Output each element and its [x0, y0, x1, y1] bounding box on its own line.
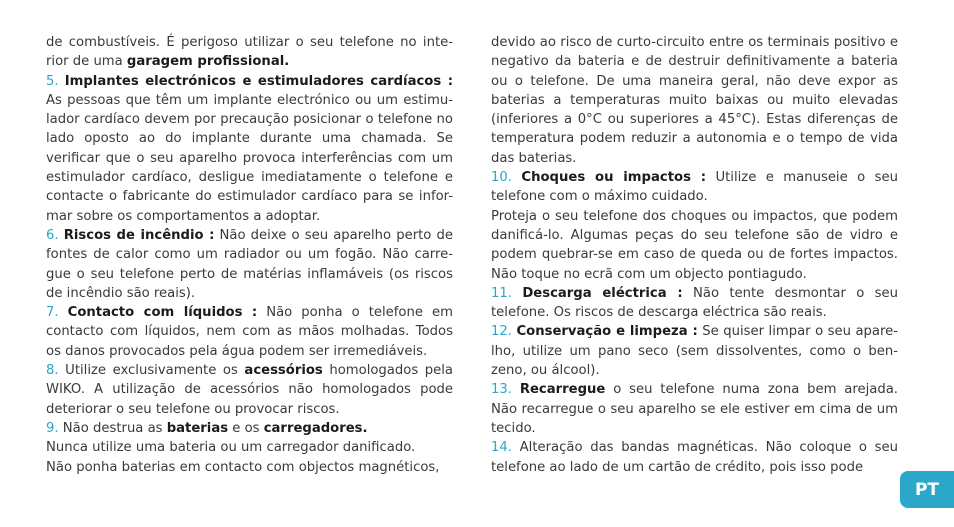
paragraph-garage	[46, 33, 453, 72]
item-text: Não destrua as	[58, 420, 167, 436]
item-heading: Descarga eléctrica :	[522, 285, 683, 301]
item-6-fire	[46, 226, 453, 303]
item-11-electric-shock	[491, 284, 898, 323]
item-text: homologados pela WIKO. A utilização de acessórios não homologados pode deteriorar o seu telefone ou provocar riscos.	[46, 363, 453, 417]
item-number: 11.	[491, 285, 512, 301]
item-number: 9.	[46, 420, 59, 436]
paragraph-text: de combustíveis. É perigoso utilizar o seu telefone no inte-rior de uma	[46, 35, 453, 70]
item-text: As pessoas que têm um implante electrónico ou um estimu-lador cardíaco devem por precaução posicionar o telefone no lado oposto ao do implante durante uma chamada. Se verificar que o seu aparelho provoca interferências com um estimulador cardíaco, desligue imediatamente o telefone e contacte o fabricante do estimulador cardíaco para se infor-mar sobre os comportamentos a adoptar.	[46, 92, 453, 224]
item-number: 12.	[491, 324, 512, 340]
item-text: e os	[228, 420, 264, 436]
item-13-recharge	[491, 380, 898, 438]
item-14-magnetic-strips	[491, 438, 898, 477]
item-number: 6.	[46, 227, 59, 243]
item-number: 14.	[491, 440, 512, 456]
keyword: baterias	[166, 420, 229, 436]
item-number: 8.	[46, 363, 59, 379]
item-number: 7.	[46, 305, 59, 321]
item-text: Não deixe o seu aparelho perto de fontes de calor como um radiador ou um fogão. Não carre-gue o seu telefone perto de matérias inflamáveis (os riscos de incêndio são reais).	[46, 227, 453, 301]
item-number: 13.	[491, 382, 512, 398]
keyword: acessórios	[244, 363, 323, 379]
item-heading: Choques ou impactos :	[521, 170, 707, 186]
item-text: Não ponha o telefone em contacto com líquidos, nem com as mãos molhadas. Todos os danos provocados pela água podem ser irremediáveis.	[46, 305, 453, 359]
item-number: 10.	[491, 170, 512, 186]
item-number: 5.	[46, 73, 59, 89]
right-column	[491, 33, 898, 477]
item-12-cleaning	[491, 322, 898, 380]
item-9-batteries	[46, 419, 453, 438]
item-text: Utilize exclusivamente os	[58, 363, 245, 379]
paragraph-short-circuit: devido ao risco de curto-circuito entre os terminais positivo e negativo da bateria e de destruir definitivamente a bateria ou o telefone. De uma maneira geral, não deve expor as baterias a temperaturas muito baixas ou muito elevadas (inferiores a 0°C ou superiores a 45°C). Estas diferenças de temperatura podem reduzir a autonomia e o tempo de vida das baterias.	[491, 35, 898, 166]
paragraph-magnetic-objects: Não ponha baterias em contacto com objectos magnéticos,	[46, 459, 440, 475]
paragraph-damaged-battery: Nunca utilize uma bateria ou um carregador danificado.	[46, 440, 416, 456]
item-heading: Recarregue	[519, 382, 606, 398]
item-10-shocks	[491, 168, 898, 207]
item-heading: Implantes electrónicos e estimuladores cardíacos :	[64, 73, 453, 89]
item-heading: Conservação e limpeza :	[516, 324, 698, 340]
left-column	[46, 33, 453, 477]
item-8-accessories	[46, 361, 453, 419]
item-text: Se quiser limpar o seu apare-lho, utilize um pano seco (sem dissolventes, como o ben-zeno, ou álcool).	[491, 324, 898, 379]
item-text: Não tente desmontar o seu telefone. Os riscos de descarga eléctrica são reais.	[491, 285, 898, 321]
language-badge: PT	[900, 471, 954, 508]
item-heading: Contacto com líquidos :	[67, 305, 258, 321]
item-7-liquids	[46, 303, 453, 361]
item-text: Alteração das bandas magnéticas. Não coloque o seu telefone ao lado de um cartão de crédito, pois isso pode	[491, 440, 898, 475]
paragraph-protect-phone: Proteja o seu telefone dos choques ou impactos, que podem danificá-lo. Algumas peças do seu telefone são de vidro e podem quebrar-se em caso de queda ou de fortes impactos. Não toque no ecrã com um objecto pontiagudo.	[491, 208, 898, 282]
item-5-implants	[46, 72, 453, 226]
item-text: Utilize e manuseie o seu telefone com o máximo cuidado.	[491, 170, 898, 205]
keyword: garagem profissional.	[126, 54, 290, 70]
item-heading: Riscos de incêndio :	[63, 227, 215, 243]
keyword: carregadores.	[263, 420, 368, 436]
item-text: o seu telefone numa zona bem arejada. Não recarregue o seu aparelho se ele estiver em cima de um tecido.	[491, 382, 898, 436]
